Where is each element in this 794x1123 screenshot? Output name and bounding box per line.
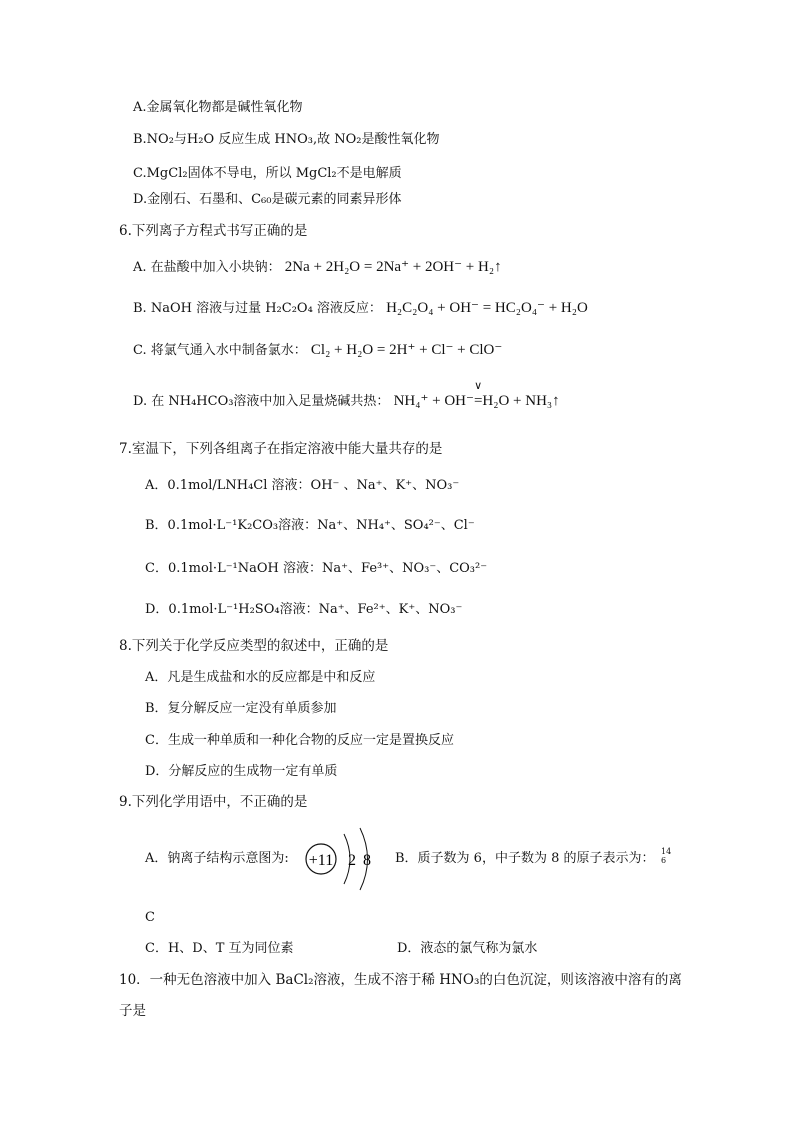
- q6-option-b-equation: H₂C₂O₄ + OH⁻ = HC₂O₄⁻ + H₂O: [386, 300, 588, 316]
- q6-option-d-label: D. 在 NH₄HCO₃溶液中加入足量烧碱共热：: [133, 394, 390, 409]
- shell-2-electrons: 8: [363, 852, 371, 869]
- q9-option-b-nuclide: [661, 848, 671, 866]
- q10-stem-line2: 子是: [119, 1003, 146, 1019]
- q6-option-b: [133, 301, 588, 316]
- q6-option-a-label: A. 在盐酸中加入小块钠：: [133, 260, 281, 275]
- q6-option-c: [133, 343, 502, 358]
- q6-option-d-heat-sign: [473, 380, 483, 409]
- q8-option-c: C．生成一种单质和一种化合物的反应一定是置换反应: [145, 733, 454, 748]
- q7-option-d: D．0.1mol·L⁻¹H₂SO₄溶液：Na⁺、Fe²⁺、K⁺、NO₃⁻: [145, 602, 463, 617]
- q9-option-b-label: B．质子数为 6，中子数为 8 的原子表示为：: [395, 851, 655, 866]
- nuclide-mass-number: 14: [661, 847, 672, 856]
- heat-mark-icon: ∨: [474, 380, 483, 392]
- q5-option-c: C.MgCl₂固体不导电，所以 MgCl₂不是电解质: [133, 166, 402, 181]
- q10-stem-line1: 10．一种无色溶液中加入 BaCl₂溶液，生成不溶于稀 HNO₃的白色沉淀，则该溶液中溶有的离: [119, 972, 682, 988]
- q8-option-d: D．分解反应的生成物一定有单质: [145, 764, 338, 779]
- q6-stem: 6.下列离子方程式书写正确的是: [119, 223, 308, 239]
- q8-option-b: B．复分解反应一定没有单质参加: [145, 701, 337, 716]
- q6-option-a: [133, 260, 502, 275]
- q6-option-b-label: B. NaOH 溶液与过量 H₂C₂O₄ 溶液反应：: [133, 301, 382, 316]
- nucleus-charge: +11: [308, 852, 334, 869]
- q6-option-d-equation-right: H₂O + NH₃↑: [482, 393, 560, 409]
- q6-option-c-label: C. 将氯气通入水中制备氯水：: [133, 343, 307, 358]
- q8-option-a: A．凡是生成盐和水的反应都是中和反应: [145, 670, 376, 685]
- q9-option-a-label: A．钠离子结构示意图为:: [145, 851, 289, 866]
- q9-option-b-symbol: C: [145, 910, 155, 925]
- q9-stem: 9.下列化学用语中，不正确的是: [119, 794, 308, 810]
- q6-option-d: [133, 380, 560, 409]
- q5-option-b: B.NO₂与H₂O 反应生成 HNO₃,故 NO₂是酸性氧化物: [133, 132, 440, 147]
- q9-option-d: D．液态的氯气称为氯水: [397, 941, 538, 956]
- q7-option-b: B．0.1mol·L⁻¹K₂CO₃溶液：Na⁺、NH₄⁺、SO₄²⁻、Cl⁻: [145, 518, 475, 533]
- sodium-ion-structure-diagram: [300, 826, 380, 892]
- q7-stem: 7.室温下，下列各组离子在指定溶液中能大量共存的是: [119, 441, 443, 457]
- q6-option-c-equation: Cl₂ + H₂O = 2H⁺ + Cl⁻ + ClO⁻: [310, 342, 503, 358]
- q7-option-c: C．0.1mol·L⁻¹NaOH 溶液：Na⁺、Fe³⁺、NO₃⁻、CO₃²⁻: [145, 561, 488, 576]
- q5-option-a: A.金属氧化物都是碱性氧化物: [133, 100, 303, 115]
- q8-stem: 8.下列关于化学反应类型的叙述中，正确的是: [119, 638, 389, 654]
- q6-option-d-equation-left: NH₄⁺ + OH⁻: [393, 393, 474, 409]
- q7-option-a: A．0.1mol/LNH₄Cl 溶液：OH⁻ 、Na⁺、K⁺、NO₃⁻: [145, 478, 460, 493]
- shell-1-electrons: 2: [348, 852, 356, 869]
- q6-option-a-equation: 2Na + 2H₂O = 2Na⁺ + 2OH⁻ + H₂↑: [284, 259, 502, 275]
- q5-option-d: D.金刚石、石墨和、C₆₀是碳元素的同素异形体: [133, 192, 402, 207]
- nuclide-atomic-number: 6: [661, 855, 667, 865]
- q9-option-c: C．H、D、T 互为同位素: [145, 941, 294, 956]
- q6-option-d-equals: =: [473, 393, 483, 409]
